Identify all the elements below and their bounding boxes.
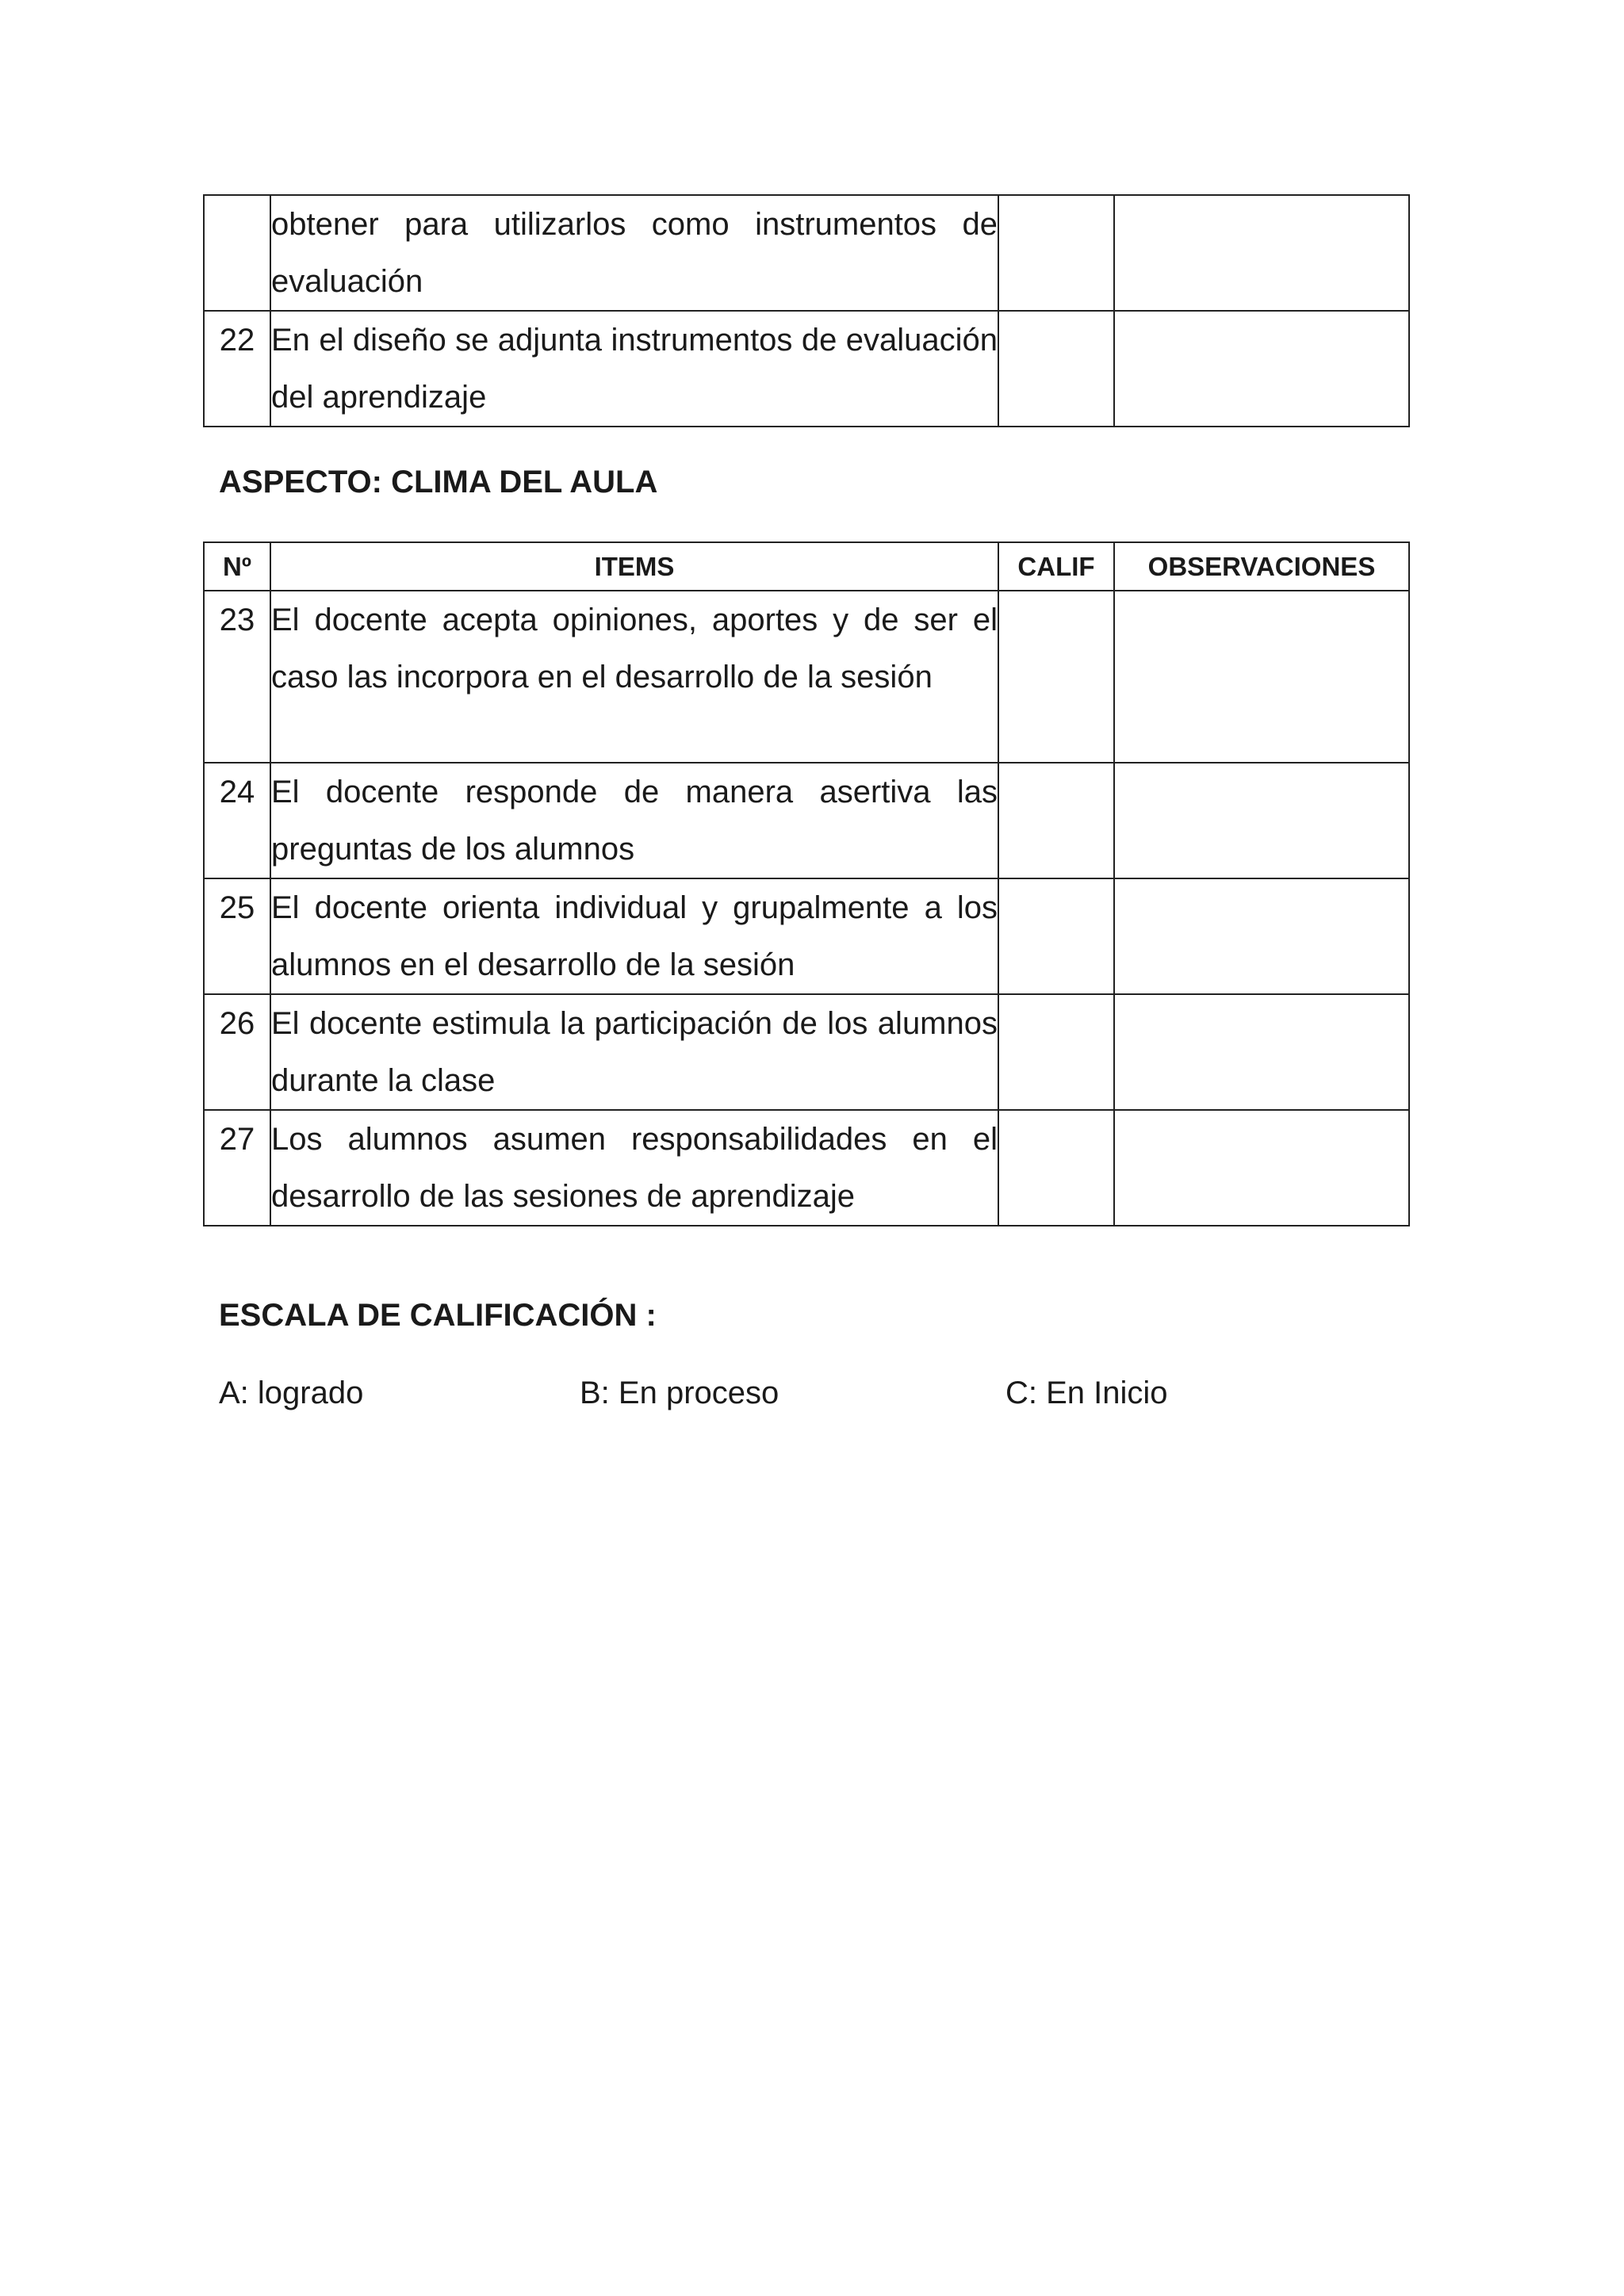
item-text: El docente responde de manera asertiva las preguntas de los alumnos — [270, 763, 998, 878]
section-heading: ASPECTO: CLIMA DEL AULA — [219, 465, 658, 499]
rating-option-a: A: logrado — [219, 1376, 364, 1410]
observations-cell[interactable] — [1114, 878, 1409, 994]
calif-cell[interactable] — [998, 195, 1114, 311]
calif-cell[interactable] — [998, 591, 1114, 763]
item-text: Los alumnos asumen responsabilidades en el desarrollo de las sesiones de aprendizaje — [270, 1110, 998, 1226]
item-number: 24 — [204, 763, 270, 878]
item-number: 22 — [204, 311, 270, 427]
table-row — [204, 763, 1409, 878]
item-number: 23 — [204, 591, 270, 763]
table-row — [204, 878, 1409, 994]
item-text: El docente orienta individual y grupalmente a los alumnos en el desarrollo de la sesión — [270, 878, 998, 994]
item-number: 25 — [204, 878, 270, 994]
calif-cell[interactable] — [998, 763, 1114, 878]
observations-cell[interactable] — [1114, 195, 1409, 311]
item-number: 26 — [204, 994, 270, 1110]
item-number — [204, 195, 270, 311]
table-row — [204, 994, 1409, 1110]
column-header-calif: CALIF — [998, 542, 1114, 591]
observations-cell[interactable] — [1114, 994, 1409, 1110]
classroom-climate-table — [203, 541, 1410, 1226]
item-number: 27 — [204, 1110, 270, 1226]
column-header-observations: OBSERVACIONES — [1114, 542, 1409, 591]
evaluation-table-continued — [203, 194, 1410, 427]
item-text: En el diseño se adjunta instrumentos de evaluación del aprendizaje — [270, 311, 998, 427]
item-text: obtener para utilizarlos como instrumentos de evaluación — [270, 195, 998, 311]
item-text: El docente acepta opiniones, aportes y de ser el caso las incorpora en el desarrollo de la sesión — [270, 591, 998, 763]
item-text: El docente estimula la participación de los alumnos durante la clase — [270, 994, 998, 1110]
calif-cell[interactable] — [998, 994, 1114, 1110]
rating-scale-heading: ESCALA DE CALIFICACIÓN : — [219, 1298, 657, 1333]
table-row — [204, 1110, 1409, 1226]
calif-cell[interactable] — [998, 311, 1114, 427]
calif-cell[interactable] — [998, 878, 1114, 994]
column-header-items: ITEMS — [270, 542, 998, 591]
table-row — [204, 195, 1409, 311]
rating-option-c: C: En Inicio — [1005, 1376, 1168, 1410]
observations-cell[interactable] — [1114, 1110, 1409, 1226]
table-row — [204, 591, 1409, 763]
rating-option-b: B: En proceso — [580, 1376, 779, 1410]
table-row — [204, 311, 1409, 427]
table-header-row — [204, 542, 1409, 591]
column-header-number: Nº — [204, 542, 270, 591]
observations-cell[interactable] — [1114, 311, 1409, 427]
observations-cell[interactable] — [1114, 591, 1409, 763]
observations-cell[interactable] — [1114, 763, 1409, 878]
calif-cell[interactable] — [998, 1110, 1114, 1226]
